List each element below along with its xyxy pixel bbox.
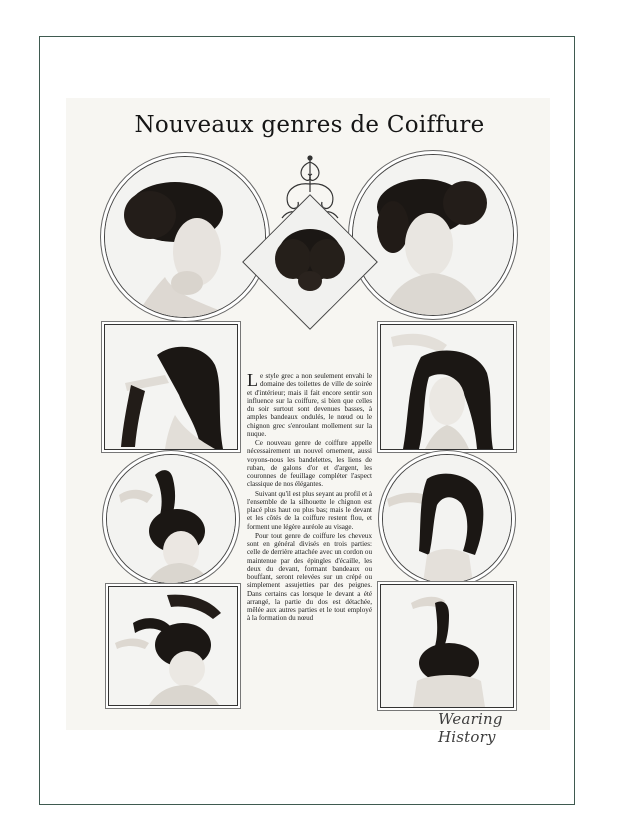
page-title: Nouveaux genres de Coiffure [134, 112, 485, 138]
photo-rect-left-1 [104, 324, 238, 450]
article-paragraph: Ce nouveau genre de coiffure appelle nécessairement un nouvel ornement, aussi voyons-nous les bandelettes, les liens de ruban, de galons d'or et d'argent, les couronnes de feuillage compléter l'aspect classique de nos élégantes. [247, 439, 372, 489]
photo-circle-left-2 [106, 454, 236, 584]
photo-rect-left-3 [108, 586, 238, 706]
article-paragraph: Le style grec a non seulement envahi le domaine des toilettes de ville de soirée et d'intérieur; mais il fait encore sentir son influence sur la coiffure, si bien que celles du soir surtout sont devenues basses, à amples bandeaux ondulés, le nœud ou le chignon grec s'enroulant mollement sur la nuque. [247, 372, 372, 438]
photo-rect-right-1 [380, 324, 514, 450]
article-paragraph: Pour tout genre de coiffure les cheveux sont en général divisés en trois parties: celle de derrière attachée avec un cordon ou maintenue par des épingles d'écaille, les deux du devant, formant bandeaux ou bouffant, seront relevées sur un crépé ou simplement assujetties par des peignes. Dans certains cas lorsque le devant a été arrangé, la partie du dos est détachée, mêlée aux autres parties et le tout employé à la formation du nœud [247, 531, 372, 623]
article-body [247, 372, 372, 710]
photo-circle-top-right [352, 154, 514, 316]
wearing-history-logo: Wearing History [438, 710, 503, 746]
photo-rect-right-3 [380, 584, 514, 708]
photo-circle-top-left [104, 156, 266, 318]
photo-circle-right-2 [382, 454, 512, 584]
drop-cap: L [247, 372, 258, 390]
article-paragraph: Suivant qu'il est plus seyant au profil et à l'ensemble de la silhouette le chignon est placé plus haut ou plus bas; mais le devant et les côtés de la coiffure restent flou, et forment une légère auréole au visage. [247, 489, 372, 531]
photo-diamond-center [262, 214, 356, 308]
